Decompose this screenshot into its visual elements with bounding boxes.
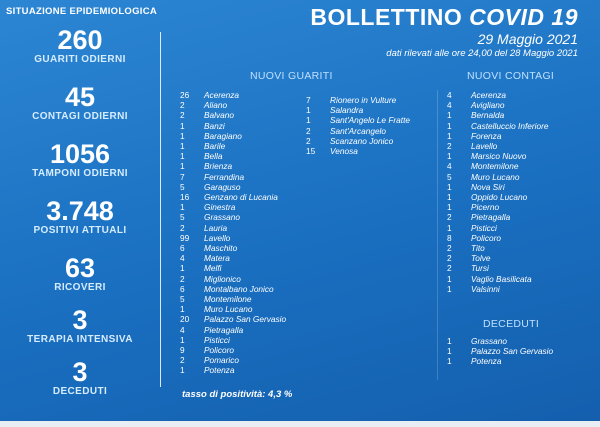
town-name: Lavello xyxy=(471,141,498,152)
guariti-row xyxy=(306,115,410,125)
contagi-row xyxy=(447,182,548,192)
case-count: 1 xyxy=(447,192,452,203)
case-count: 7 xyxy=(306,95,311,105)
case-count: 1 xyxy=(447,356,452,367)
case-count: 4 xyxy=(447,100,452,111)
contagi-list xyxy=(447,90,548,294)
town-name: Baragiano xyxy=(204,130,242,141)
case-count: 4 xyxy=(447,90,452,100)
guariti-row xyxy=(180,233,286,243)
case-count: 2 xyxy=(180,100,185,111)
guariti-row xyxy=(180,294,286,304)
stat-value: 1056 xyxy=(49,139,111,169)
contagi-header: NUOVI CONTAGI xyxy=(467,70,555,82)
guariti-row xyxy=(180,110,286,120)
case-count: 5 xyxy=(180,294,185,305)
contagi-row xyxy=(447,100,548,110)
stat-label: RICOVERI xyxy=(54,282,106,293)
town-name: Balvano xyxy=(204,110,234,121)
case-count: 1 xyxy=(180,130,185,141)
stat-positivi xyxy=(0,197,160,237)
case-count: 2 xyxy=(447,263,452,274)
case-count: 1 xyxy=(447,222,452,233)
guariti-row xyxy=(180,212,286,222)
case-count: 2 xyxy=(180,222,185,233)
stat-label: DECEDUTI xyxy=(52,386,108,397)
town-name: Sant'Arcangelo xyxy=(330,125,387,136)
case-count: 1 xyxy=(447,151,452,162)
town-name: Montemilone xyxy=(204,294,252,305)
town-name: Pomarico xyxy=(204,355,240,366)
stat-ricoveri xyxy=(0,254,160,294)
case-count: 1 xyxy=(447,130,452,141)
town-name: Lauria xyxy=(204,222,228,233)
contagi-row xyxy=(447,172,548,182)
guariti-row xyxy=(306,126,410,136)
stat-label: POSITIVI ATTUALI xyxy=(33,225,127,236)
town-name: Grassano xyxy=(471,336,507,346)
guariti-list-cont xyxy=(306,95,410,156)
case-count: 1 xyxy=(180,304,185,315)
town-name: Brienza xyxy=(204,161,233,172)
situation-title: SITUAZIONE EPIDEMIOLOGICA xyxy=(6,6,158,17)
town-name: Genzano di Lucania xyxy=(204,192,278,203)
town-name: Muro Lucano xyxy=(204,304,253,315)
town-name: Muro Lucano xyxy=(471,171,520,182)
guariti-row xyxy=(180,100,286,110)
stat-value: 3 xyxy=(72,305,88,335)
stat-label: GUARITI ODIERNI xyxy=(34,54,126,65)
guariti-row xyxy=(180,304,286,314)
town-name: Acerenza xyxy=(471,90,507,100)
case-count: 1 xyxy=(447,336,452,346)
town-name: Barile xyxy=(204,141,226,152)
case-count: 7 xyxy=(180,171,185,182)
case-count: 2 xyxy=(306,135,311,146)
contagi-row xyxy=(447,284,548,294)
case-count: 9 xyxy=(180,345,185,356)
case-count: 1 xyxy=(306,105,311,116)
guariti-header: NUOVI GUARITI xyxy=(250,70,333,82)
guariti-row xyxy=(180,263,286,273)
case-count: 26 xyxy=(180,90,190,100)
guariti-row xyxy=(180,192,286,202)
town-name: Melfi xyxy=(204,263,222,274)
contagi-row xyxy=(447,110,548,120)
guariti-row xyxy=(180,131,286,141)
guariti-row xyxy=(180,335,286,345)
town-name: Lavello xyxy=(204,232,231,243)
guariti-row xyxy=(180,121,286,131)
guariti-list xyxy=(180,90,286,376)
stat-guariti xyxy=(0,26,160,66)
case-count: 4 xyxy=(447,161,452,172)
town-name: Montalbano Jonico xyxy=(204,283,274,294)
stat-value: 3 xyxy=(72,357,88,387)
contagi-row xyxy=(447,253,548,263)
stat-tamponi xyxy=(0,140,160,180)
contagi-row xyxy=(447,274,548,284)
case-count: 5 xyxy=(180,181,185,192)
stat-label: CONTAGI ODIERNI xyxy=(32,111,128,122)
case-count: 1 xyxy=(447,283,452,294)
stat-value: 45 xyxy=(64,82,96,112)
case-count: 1 xyxy=(180,141,185,152)
contagi-row xyxy=(447,90,548,100)
case-count: 2 xyxy=(447,212,452,223)
case-count: 20 xyxy=(180,314,190,325)
data-note: dati rilevati alle ore 24,00 del 28 Maggio 2021 xyxy=(386,48,578,59)
guariti-row xyxy=(180,314,286,324)
town-name: Aliano xyxy=(204,100,228,111)
case-count: 1 xyxy=(180,263,185,274)
stat-label: TAMPONI ODIERNI xyxy=(32,168,128,179)
bulletin-date: 29 Maggio 2021 xyxy=(477,31,578,47)
stat-value: 260 xyxy=(57,25,103,55)
stat-terapia xyxy=(0,306,160,346)
guariti-row xyxy=(180,202,286,212)
town-name: Salandra xyxy=(330,105,364,116)
town-name: Montemilone xyxy=(471,161,519,172)
town-name: Avigliano xyxy=(471,100,505,111)
town-name: Garaguso xyxy=(204,181,241,192)
town-name: Bernalda xyxy=(471,110,505,121)
guariti-row xyxy=(180,365,286,375)
contagi-row xyxy=(447,202,548,212)
town-name: Bella xyxy=(204,151,223,162)
town-name: Pietragalla xyxy=(471,212,511,223)
guariti-row xyxy=(180,161,286,171)
guariti-row xyxy=(180,223,286,233)
deceduti-row xyxy=(447,356,553,366)
town-name: Sant'Angelo Le Fratte xyxy=(330,115,410,126)
bottom-strip xyxy=(0,421,600,427)
town-name: Scanzano Jonico xyxy=(330,135,394,146)
case-count: 6 xyxy=(180,243,185,254)
contagi-row xyxy=(447,243,548,253)
guariti-row xyxy=(180,345,286,355)
town-name: Policoro xyxy=(471,232,501,243)
stat-contagi xyxy=(0,83,160,123)
case-count: 4 xyxy=(180,253,185,264)
case-count: 2 xyxy=(180,355,185,366)
stat-value: 3.748 xyxy=(46,196,114,226)
town-name: Rionero in Vulture xyxy=(330,95,397,105)
town-name: Oppido Lucano xyxy=(471,192,528,203)
positivity-rate: tasso di positività: 4,3 % xyxy=(182,389,293,400)
guariti-row xyxy=(180,325,286,335)
town-name: Valsinni xyxy=(471,283,500,294)
deceduti-list xyxy=(447,336,553,367)
guariti-row xyxy=(306,105,410,115)
town-name: Acerenza xyxy=(204,90,240,100)
case-count: 16 xyxy=(180,192,190,203)
town-name: Matera xyxy=(204,253,230,264)
case-count: 1 xyxy=(447,110,452,121)
case-count: 1 xyxy=(447,181,452,192)
case-count: 99 xyxy=(180,232,190,243)
contagi-row xyxy=(447,233,548,243)
case-count: 2 xyxy=(447,141,452,152)
case-count: 1 xyxy=(447,273,452,284)
case-count: 1 xyxy=(180,120,185,131)
deceduti-header: DECEDUTI xyxy=(483,318,540,330)
guariti-row xyxy=(180,284,286,294)
guariti-row xyxy=(180,243,286,253)
case-count: 8 xyxy=(447,232,452,243)
page-title xyxy=(310,4,578,31)
guariti-row xyxy=(180,141,286,151)
town-name: Ginestra xyxy=(204,202,236,213)
town-name: Nova Siri xyxy=(471,181,505,192)
contagi-row xyxy=(447,192,548,202)
town-name: Picerno xyxy=(471,202,500,213)
town-name: Banzi xyxy=(204,120,225,131)
contagi-row xyxy=(447,141,548,151)
guariti-row xyxy=(306,146,410,156)
case-count: 1 xyxy=(447,120,452,131)
town-name: Marsico Nuovo xyxy=(471,151,527,162)
town-name: Maschito xyxy=(204,243,238,254)
list-separator xyxy=(437,90,438,380)
deceduti-row xyxy=(447,346,553,356)
town-name: Tursi xyxy=(471,263,489,274)
case-count: 2 xyxy=(180,110,185,121)
case-count: 1 xyxy=(180,151,185,162)
case-count: 5 xyxy=(447,171,452,182)
contagi-row xyxy=(447,151,548,161)
guariti-row xyxy=(180,253,286,263)
town-name: Pisticci xyxy=(471,222,497,233)
title-accent: COVID 19 xyxy=(469,4,578,30)
title-main: BOLLETTINO xyxy=(310,4,463,30)
guariti-row xyxy=(306,95,410,105)
contagi-row xyxy=(447,161,548,171)
guariti-row xyxy=(180,90,286,100)
stat-value: 63 xyxy=(64,253,96,283)
case-count: 2 xyxy=(180,273,185,284)
town-name: Pisticci xyxy=(204,334,230,345)
town-name: Castelluccio Inferiore xyxy=(471,120,549,131)
case-count: 2 xyxy=(447,243,452,254)
town-name: Pietragalla xyxy=(204,324,244,335)
case-count: 1 xyxy=(306,115,311,126)
town-name: Palazzo San Gervasio xyxy=(471,346,554,357)
guariti-row xyxy=(180,172,286,182)
town-name: Grassano xyxy=(204,212,240,223)
case-count: 4 xyxy=(180,324,185,335)
stat-deceduti xyxy=(0,358,160,398)
town-name: Forenza xyxy=(471,130,502,141)
case-count: 1 xyxy=(180,202,185,213)
contagi-row xyxy=(447,131,548,141)
town-name: Venosa xyxy=(330,146,358,157)
case-count: 1 xyxy=(447,346,452,357)
case-count: 15 xyxy=(306,146,316,157)
case-count: 1 xyxy=(447,202,452,213)
column-divider xyxy=(160,32,161,387)
town-name: Palazzo San Gervasio xyxy=(204,314,287,325)
contagi-row xyxy=(447,121,548,131)
guariti-row xyxy=(306,136,410,146)
town-name: Tolve xyxy=(471,253,491,264)
stat-label: TERAPIA INTENSIVA xyxy=(27,334,133,345)
town-name: Potenza xyxy=(204,365,235,376)
case-count: 6 xyxy=(180,283,185,294)
contagi-row xyxy=(447,223,548,233)
contagi-row xyxy=(447,263,548,273)
contagi-row xyxy=(447,212,548,222)
town-name: Policoro xyxy=(204,345,234,356)
guariti-row xyxy=(180,182,286,192)
case-count: 1 xyxy=(180,365,185,376)
guariti-row xyxy=(180,274,286,284)
town-name: Tito xyxy=(471,243,485,254)
case-count: 1 xyxy=(180,161,185,172)
guariti-row xyxy=(180,355,286,365)
town-name: Potenza xyxy=(471,356,502,367)
town-name: Vaglio Basilicata xyxy=(471,273,532,284)
case-count: 2 xyxy=(306,125,311,136)
deceduti-row xyxy=(447,336,553,346)
guariti-row xyxy=(180,151,286,161)
case-count: 2 xyxy=(447,253,452,264)
case-count: 1 xyxy=(180,334,185,345)
town-name: Miglionico xyxy=(204,273,241,284)
town-name: Ferrandina xyxy=(204,171,245,182)
case-count: 5 xyxy=(180,212,185,223)
